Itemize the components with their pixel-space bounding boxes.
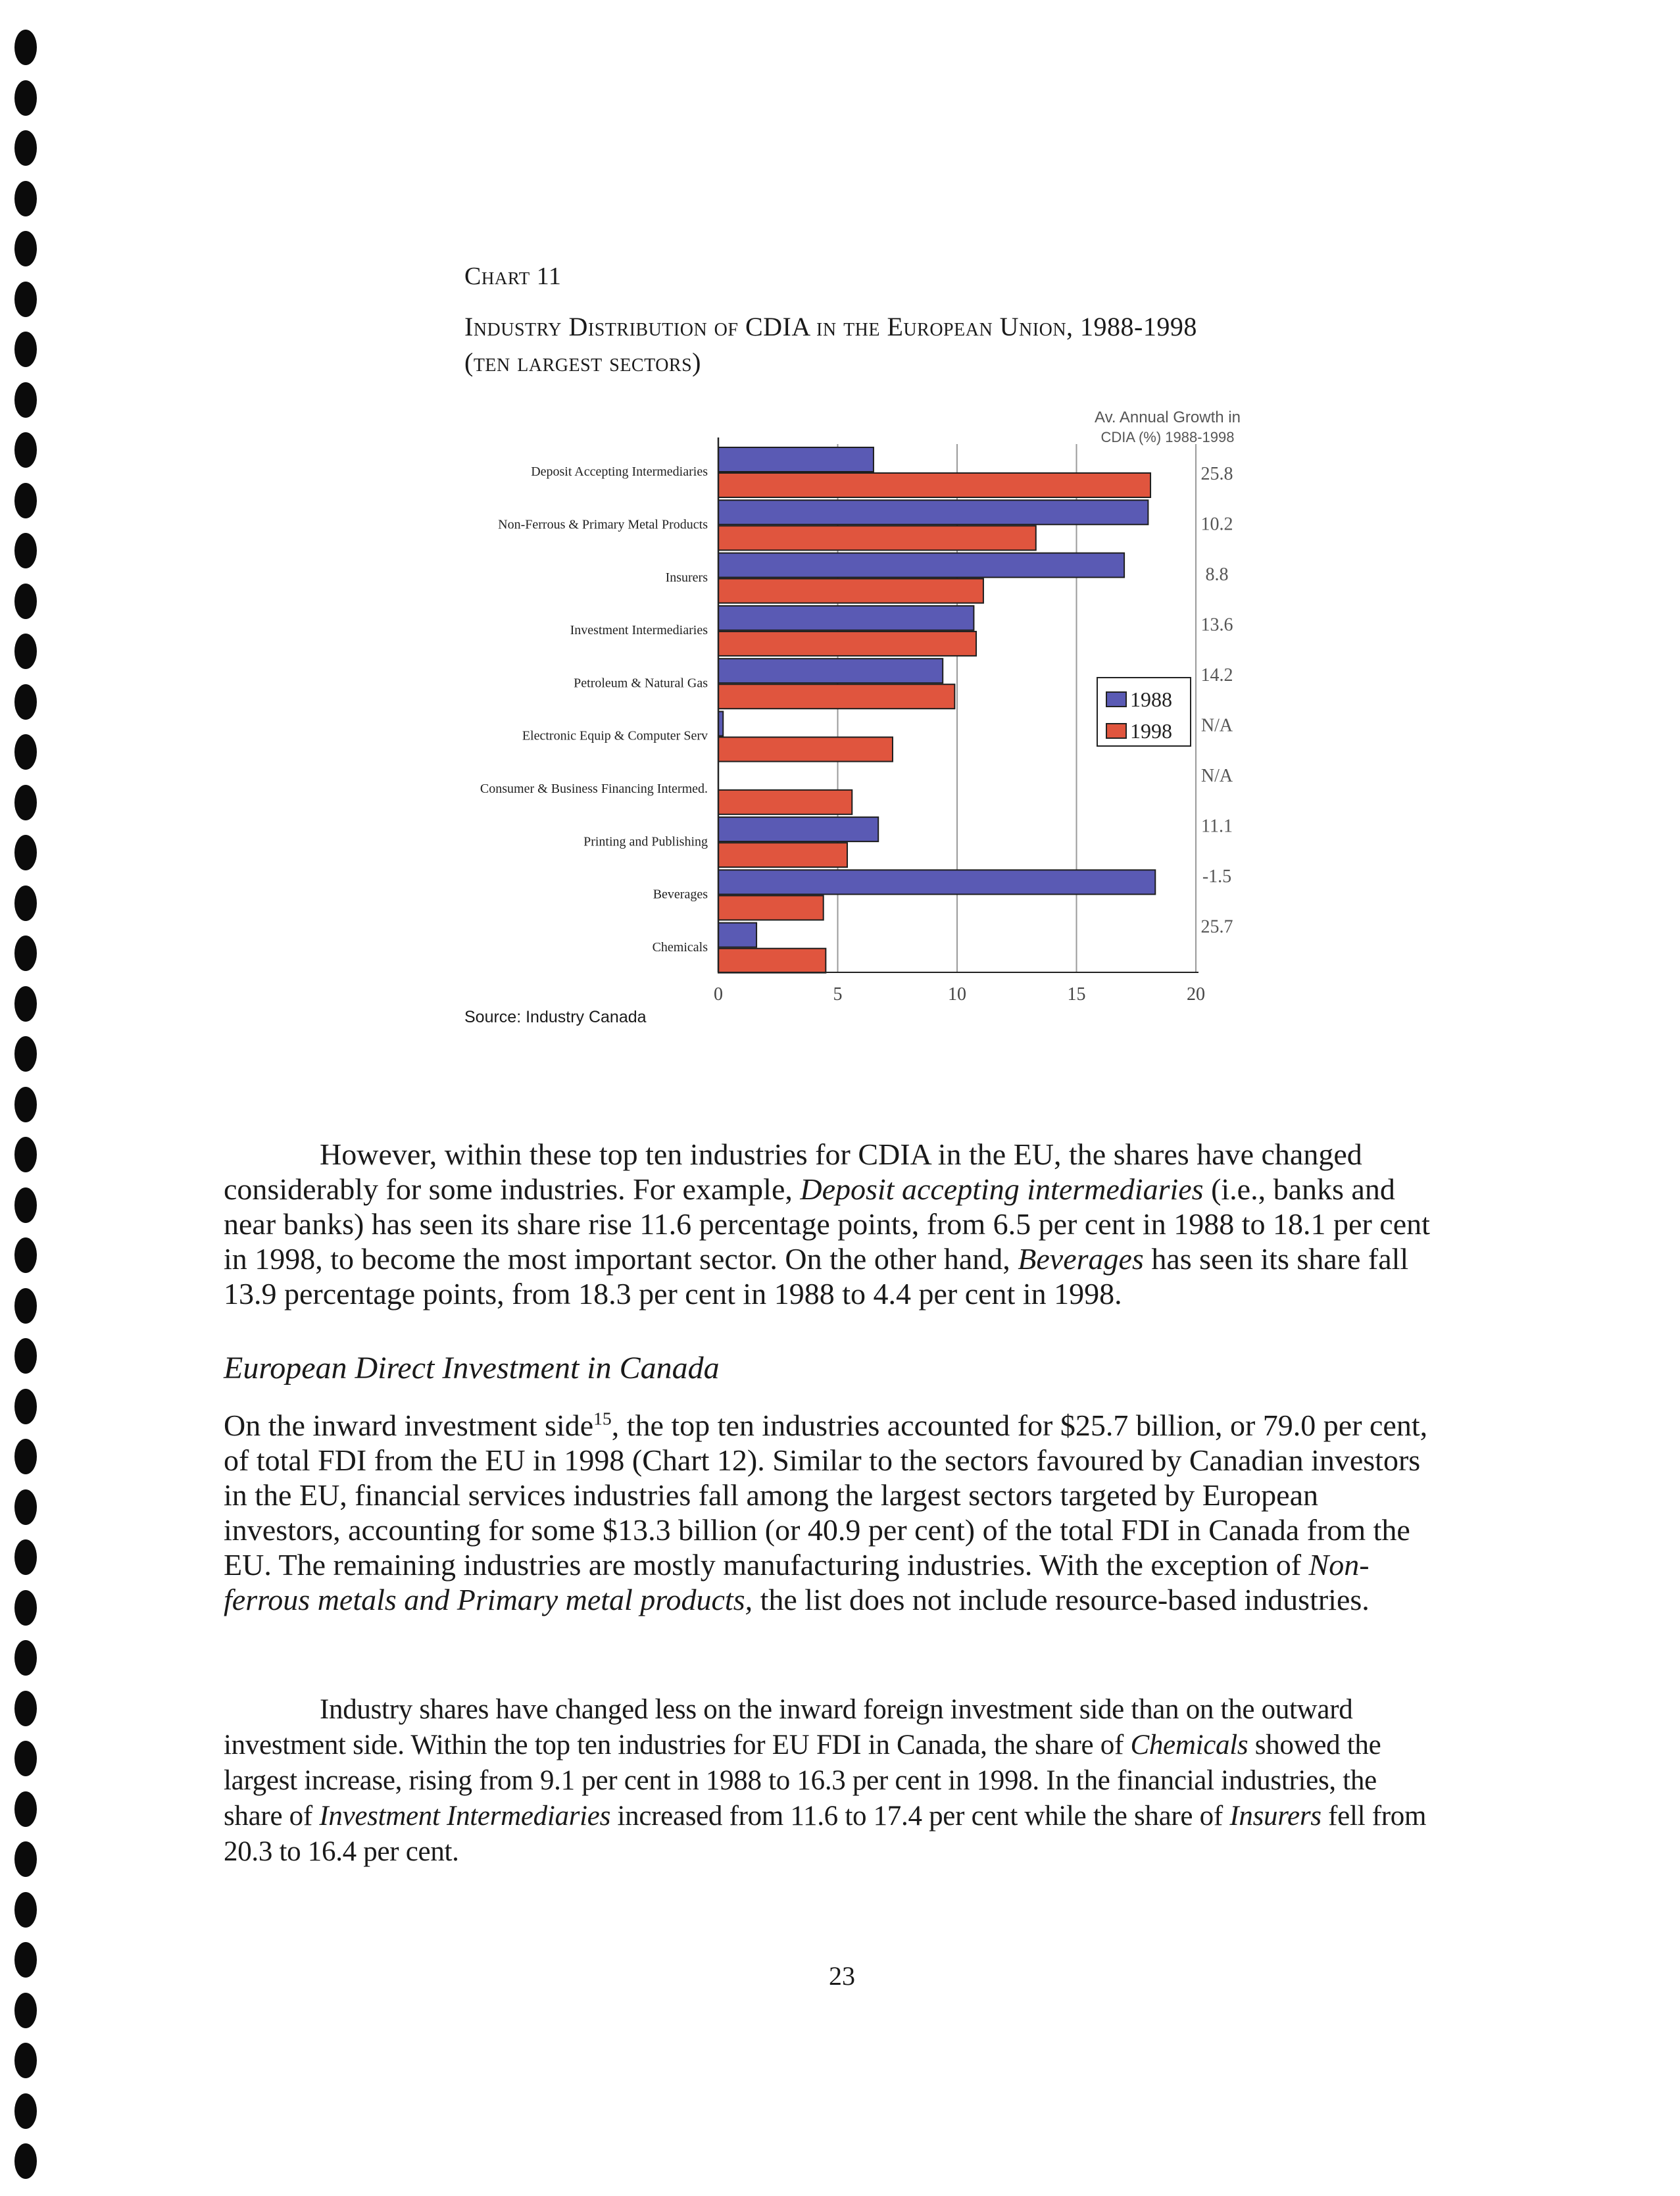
binding-hole <box>14 1489 37 1525</box>
binding-hole <box>14 1237 37 1273</box>
footnote-marker: 15 <box>593 1408 612 1429</box>
paragraph-1-italic-b: Beverages <box>1018 1242 1144 1276</box>
binding-hole <box>14 2143 37 2179</box>
legend-swatch-1998 <box>1106 724 1126 738</box>
binding-hole <box>14 2093 37 2129</box>
category-label: Investment Intermediaries <box>570 623 708 638</box>
paragraph-1-text-b: (i.e., banks and near banks) has seen its share rise 11.6 percentage points, from 6.5 per cent in 1988 to 18.1 per cent in 1998, to become the most important sector. On the other hand, <box>224 1172 1430 1276</box>
bar-1988 <box>718 553 1124 578</box>
growth-value: -1.5 <box>1202 866 1232 887</box>
growth-value: 10.2 <box>1200 514 1233 535</box>
bar-1988 <box>718 447 874 472</box>
binding-hole <box>14 1590 37 1626</box>
growth-value: 25.7 <box>1200 916 1233 937</box>
paragraph-3-text-b: showed the largest increase, rising from 9.1 per cent in 1988 to 16.3 per cent in 1998. In the financial industries, the share of <box>224 1730 1381 1832</box>
x-tick-label: 15 <box>1067 984 1086 1005</box>
paragraph-3-italic-a: Chemicals <box>1130 1730 1248 1760</box>
bar-1998 <box>718 579 983 603</box>
paragraph-3-text-d: fell from 20.3 to 16.4 per cent. <box>224 1801 1427 1867</box>
binding-hole <box>14 1389 37 1424</box>
binding-hole <box>14 1841 37 1877</box>
bar-1988 <box>718 923 756 947</box>
bar-1998 <box>718 526 1036 550</box>
bar-1988 <box>718 606 974 630</box>
binding-hole <box>14 1791 37 1827</box>
binding-hole <box>14 1036 37 1072</box>
binding-hole <box>14 1288 37 1324</box>
paragraph-1-text-a: However, within these top ten industries for CDIA in the EU, the shares have changed considerably for some industries. For example, <box>224 1137 1362 1206</box>
bar-1988 <box>718 659 943 683</box>
growth-value: 8.8 <box>1205 564 1229 585</box>
growth-value: 25.8 <box>1200 464 1233 484</box>
chart-source: Source: Industry Canada <box>464 1008 647 1026</box>
paragraph-3 <box>224 1692 1441 1870</box>
growth-value: N/A <box>1200 766 1233 786</box>
x-tick-label: 20 <box>1187 984 1205 1005</box>
bar-1998 <box>718 632 976 656</box>
legend-label-1988: 1988 <box>1130 687 1172 711</box>
paragraph-2-italic: Non-ferrous metals and Primary metal products, <box>224 1548 1370 1616</box>
bar-1988 <box>718 817 878 841</box>
binding-hole <box>14 2043 37 2078</box>
legend-swatch-1988 <box>1106 692 1126 707</box>
bar-1998 <box>718 843 847 867</box>
growth-header-line-2: CDIA (%) 1988-1998 <box>1100 429 1235 445</box>
paragraph-2-text-b: , the top ten industries accounted for $25.7 billion, or 79.0 per cent, of total FDI from the EU in 1998 (Chart 12). Similar to the sectors favoured by Canadian investors in the EU, financial services industries fall among the largest sectors targeted by European investors, accounting for some $13.3 billion (or 40.9 per cent) of the total FDI in Canada from the EU. The remaining industries are mostly manufacturing industries. With the exception of <box>224 1409 1428 1582</box>
bar-1998 <box>718 684 954 709</box>
paragraph-1 <box>224 1137 1441 1311</box>
growth-value: 14.2 <box>1200 665 1233 686</box>
paragraph-1-text-c: has seen its share fall 13.9 percentage points, from 18.3 per cent in 1988 to 4.4 per cent in 1998. <box>224 1242 1409 1310</box>
bar-1998 <box>718 473 1150 497</box>
paragraph-2-text-a: On the inward investment side <box>224 1409 594 1442</box>
binding-hole <box>14 1137 37 1172</box>
binding-hole <box>14 1741 37 1776</box>
bar-chart <box>0 0 1680 1026</box>
category-label: Petroleum & Natural Gas <box>574 676 708 691</box>
paragraph-3-italic-c: Insurers <box>1229 1801 1322 1832</box>
legend-label-1998: 1998 <box>1130 719 1172 743</box>
category-label: Electronic Equip & Computer Serv <box>522 728 708 743</box>
bar-1988 <box>718 500 1148 524</box>
bar-1998 <box>718 949 826 973</box>
binding-hole <box>14 1993 37 2028</box>
page-number: 23 <box>829 1961 855 1991</box>
category-label: Non-Ferrous & Primary Metal Products <box>498 517 708 532</box>
growth-value: N/A <box>1200 715 1233 736</box>
growth-value: 13.6 <box>1200 614 1233 636</box>
binding-hole <box>14 1539 37 1575</box>
chart-title-line-2: (ten largest sectors) <box>464 347 701 377</box>
category-label: Printing and Publishing <box>583 834 708 849</box>
paragraph-1-italic-a: Deposit accepting intermediaries <box>800 1172 1204 1206</box>
bar-1998 <box>718 895 824 920</box>
binding-hole <box>14 1691 37 1726</box>
section-heading: European Direct Investment in Canada <box>224 1351 720 1385</box>
binding-hole <box>14 1942 37 1978</box>
chart-title-line-1: Industry Distribution of CDIA in the European Union, 1988-1998 <box>464 312 1197 341</box>
binding-hole <box>14 1338 37 1374</box>
paragraph-2-text-c: the list does not include resource-based industries. <box>753 1583 1370 1616</box>
binding-hole <box>14 1439 37 1474</box>
category-label: Beverages <box>653 887 708 902</box>
x-tick-label: 5 <box>833 984 843 1005</box>
binding-hole <box>14 1187 37 1223</box>
paragraph-2 <box>224 1408 1441 1617</box>
growth-header-line-1: Av. Annual Growth in <box>1095 409 1241 426</box>
bar-1988 <box>718 870 1155 894</box>
binding-hole <box>14 1640 37 1676</box>
binding-hole <box>14 1087 37 1122</box>
binding-hole <box>14 1892 37 1928</box>
category-label: Deposit Accepting Intermediaries <box>531 464 708 480</box>
bar-1998 <box>718 737 893 762</box>
bar-1998 <box>718 790 852 814</box>
paragraph-3-text-c: increased from 11.6 to 17.4 per cent while the share of <box>610 1801 1230 1832</box>
chart-number: Chart 11 <box>464 262 562 290</box>
category-label: Chemicals <box>652 939 708 955</box>
x-tick-label: 0 <box>714 984 723 1005</box>
category-label: Consumer & Business Financing Intermed. <box>480 781 708 796</box>
category-label: Insurers <box>665 570 708 585</box>
x-tick-label: 10 <box>948 984 966 1005</box>
paragraph-3-italic-b: Investment Intermediaries <box>319 1801 611 1832</box>
paragraph-3-text-a: Industry shares have changed less on the inward foreign investment side than on the outward investment side. Within the top ten industries for EU FDI in Canada, the share of <box>224 1694 1353 1760</box>
growth-value: 11.1 <box>1201 816 1233 837</box>
